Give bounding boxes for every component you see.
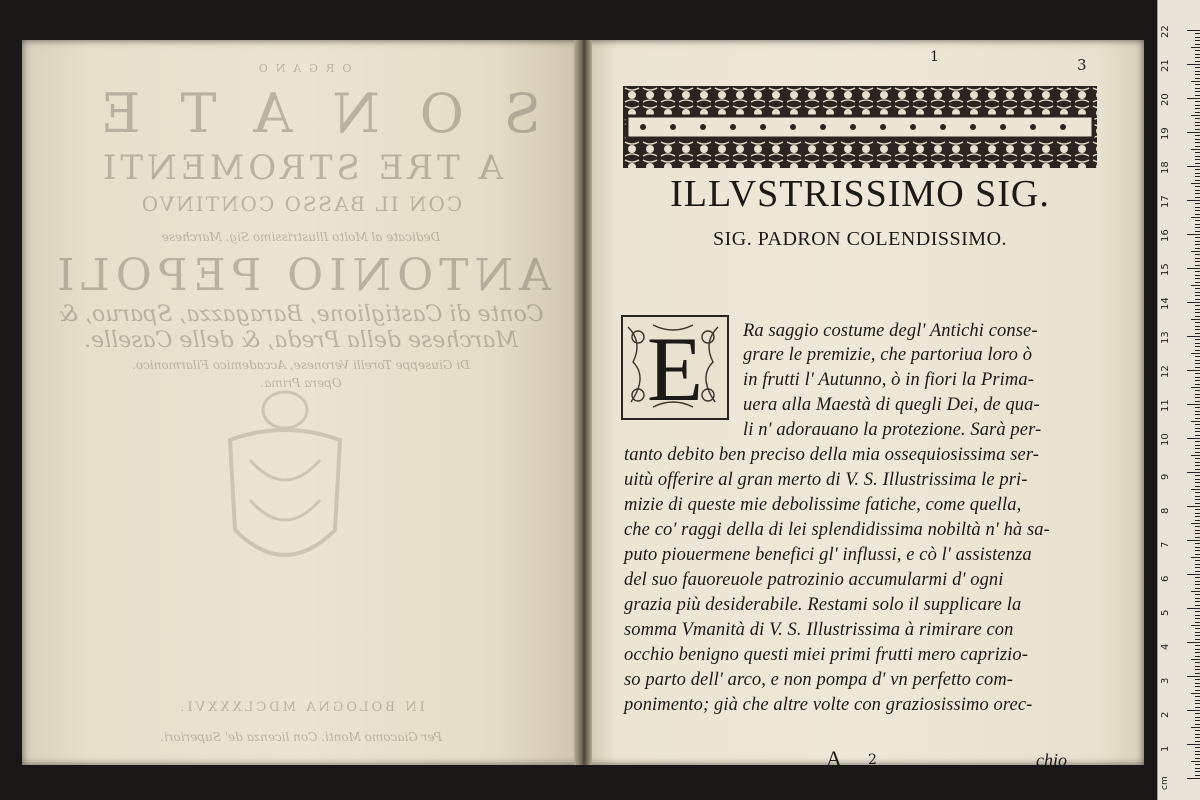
ruler-tick	[1195, 105, 1200, 106]
text-line: ponimento; già che altre volte con graziosissimo orec-	[624, 695, 1033, 715]
ruler-tick	[1191, 81, 1200, 82]
ruler-tick	[1195, 713, 1200, 714]
ruler-tick	[1195, 67, 1200, 68]
ruler-tick	[1195, 679, 1200, 680]
ruler-tick	[1195, 248, 1200, 249]
ruler-tick	[1195, 142, 1200, 143]
ruler-tick	[1195, 203, 1200, 204]
ruler-label: 22	[1160, 25, 1171, 38]
ruler-tick	[1191, 761, 1200, 762]
ruler-tick	[1195, 193, 1200, 194]
ruler-tick	[1195, 224, 1200, 225]
ruler-tick	[1187, 302, 1200, 303]
ruler-tick	[1195, 492, 1200, 493]
ruler-tick	[1195, 771, 1200, 772]
ruler-tick	[1195, 220, 1200, 221]
ruler-tick	[1187, 506, 1200, 507]
text-line: uera alla Maestà di quegli Dei, de qua-	[743, 395, 1040, 415]
drop-cap	[621, 315, 729, 420]
ruler-tick	[1195, 499, 1200, 500]
ruler-tick	[1195, 768, 1200, 769]
ruler-label: 1	[1160, 745, 1171, 752]
ruler-tick	[1195, 271, 1200, 272]
ruler-tick	[1191, 455, 1200, 456]
ruler-tick	[1195, 329, 1200, 330]
ruler-tick	[1195, 299, 1200, 300]
ruler-label: 7	[1160, 541, 1171, 548]
ruler-tick	[1195, 754, 1200, 755]
ruler-tick	[1187, 166, 1200, 167]
ruler-label: 5	[1160, 609, 1171, 616]
ruler-tick	[1191, 523, 1200, 524]
ruler-tick	[1195, 71, 1200, 72]
ruler-tick	[1195, 380, 1200, 381]
text-line: che co' raggi della di lei splendidissima nobiltà n' hà sa-	[624, 520, 1050, 540]
ghost-line: Opera Prima.	[260, 376, 342, 390]
ruler-tick	[1195, 275, 1200, 276]
ruler-label: 20	[1160, 93, 1171, 106]
ruler-tick	[1195, 588, 1200, 589]
ruler-tick	[1195, 615, 1200, 616]
ruler-tick	[1195, 278, 1200, 279]
ruler-tick	[1195, 122, 1200, 123]
ruler-tick	[1191, 625, 1200, 626]
ruler-tick	[1195, 367, 1200, 368]
ghost-line: A TRE STROMENTI	[98, 148, 504, 188]
ruler-tick	[1195, 309, 1200, 310]
ruler-tick	[1191, 421, 1200, 422]
ruler-tick	[1195, 33, 1200, 34]
ruler-tick	[1195, 537, 1200, 538]
ruler-tick	[1191, 659, 1200, 660]
ruler-tick	[1195, 214, 1200, 215]
ruler-tick	[1195, 751, 1200, 752]
ruler-tick	[1195, 458, 1200, 459]
ruler-tick	[1195, 84, 1200, 85]
ruler-tick	[1195, 244, 1200, 245]
ruler-tick	[1195, 475, 1200, 476]
page-number: 3	[1077, 56, 1087, 74]
ruler-tick	[1195, 618, 1200, 619]
ruler-tick	[1195, 730, 1200, 731]
ruler-tick	[1195, 632, 1200, 633]
ruler-tick	[1195, 176, 1200, 177]
ruler-label: 4	[1160, 643, 1171, 650]
ruler-tick	[1195, 649, 1200, 650]
text-line: puto piouermene benefici gl' influssi, e cò l' assistenza	[624, 545, 1032, 565]
ruler-tick	[1195, 146, 1200, 147]
ruler-tick	[1195, 724, 1200, 725]
ruler-tick	[1195, 163, 1200, 164]
ruler-tick	[1187, 200, 1200, 201]
ruler-tick	[1195, 101, 1200, 102]
ruler-tick	[1195, 652, 1200, 653]
ruler-label: 3	[1160, 677, 1171, 684]
ruler-tick	[1195, 571, 1200, 572]
ruler-tick	[1195, 469, 1200, 470]
ruler-tick	[1195, 292, 1200, 293]
ruler-tick	[1195, 227, 1200, 228]
ruler-tick	[1187, 268, 1200, 269]
ruler-tick	[1195, 169, 1200, 170]
ruler-tick	[1195, 594, 1200, 595]
ruler-tick	[1195, 57, 1200, 58]
ghost-line: Marchese della Preda, & delle Caselle.	[84, 328, 518, 353]
ruler-tick	[1195, 159, 1200, 160]
ruler-tick	[1195, 152, 1200, 153]
ruler-tick	[1195, 95, 1200, 96]
ruler-tick	[1195, 210, 1200, 211]
ruler-tick	[1195, 584, 1200, 585]
scale-ruler	[1157, 0, 1200, 800]
ruler-tick	[1191, 727, 1200, 728]
ruler-tick	[1195, 265, 1200, 266]
text-line: Ra saggio costume degl' Antichi conse-	[743, 321, 1038, 341]
ruler-tick	[1195, 567, 1200, 568]
ruler-tick	[1195, 696, 1200, 697]
text-line: del suo fauoreuole patrozinio accumularmi d' ogni	[624, 570, 1004, 590]
ruler-tick	[1195, 261, 1200, 262]
ghost-line: Di Giuseppe Torelli Veronese, Accademico Filarmonico.	[132, 358, 470, 372]
ruler-tick	[1187, 778, 1200, 779]
ruler-tick	[1195, 50, 1200, 51]
text-line: in frutti l' Autunno, ò in fiori la Prima-	[743, 370, 1034, 390]
ruler-tick	[1195, 520, 1200, 521]
ruler-tick	[1195, 662, 1200, 663]
ruler-tick	[1191, 353, 1200, 354]
ruler-tick	[1195, 424, 1200, 425]
ruler-tick	[1195, 526, 1200, 527]
drop-cap-letter: E	[646, 318, 704, 420]
ruler-tick	[1191, 285, 1200, 286]
ruler-tick	[1195, 758, 1200, 759]
signature-number: 2	[868, 752, 877, 768]
ruler-unit: cm	[1160, 776, 1170, 790]
ruler-tick	[1195, 414, 1200, 415]
ruler-tick	[1195, 486, 1200, 487]
ghost-line: SONATE	[61, 82, 541, 145]
ruler-label: 19	[1160, 127, 1171, 140]
ruler-tick	[1195, 462, 1200, 463]
text-line: li n' adorauano la protezione. Sarà per-	[743, 420, 1042, 440]
ruler-tick	[1195, 237, 1200, 238]
ruler-tick	[1195, 401, 1200, 402]
ruler-tick	[1195, 734, 1200, 735]
ruler-tick	[1195, 394, 1200, 395]
ruler-tick	[1195, 295, 1200, 296]
crest-show-through-icon	[210, 380, 360, 590]
ruler-tick	[1195, 622, 1200, 623]
ruler-tick	[1195, 180, 1200, 181]
ruler-tick	[1195, 156, 1200, 157]
ruler-tick	[1195, 479, 1200, 480]
ruler-tick	[1195, 673, 1200, 674]
ruler-tick	[1187, 540, 1200, 541]
ruler-tick	[1195, 40, 1200, 41]
ruler-tick	[1191, 217, 1200, 218]
ruler-label: 16	[1160, 229, 1171, 242]
ruler-tick	[1195, 173, 1200, 174]
ruler-tick	[1195, 428, 1200, 429]
ruler-tick	[1195, 482, 1200, 483]
ruler-tick	[1195, 775, 1200, 776]
ghost-line: Per Giacomo Monti. Con licenza de' Superiori.	[160, 730, 442, 744]
ruler-tick	[1195, 686, 1200, 687]
ruler-tick	[1195, 509, 1200, 510]
ruler-tick	[1195, 605, 1200, 606]
ruler-tick	[1191, 591, 1200, 592]
ghost-line: ORGANO	[250, 62, 352, 75]
ruler-tick	[1195, 411, 1200, 412]
ruler-tick	[1195, 601, 1200, 602]
ruler-tick	[1187, 98, 1200, 99]
ruler-tick	[1195, 190, 1200, 191]
ruler-tick	[1191, 319, 1200, 320]
ruler-label: 14	[1160, 297, 1171, 310]
ruler-tick	[1195, 666, 1200, 667]
ruler-tick	[1195, 254, 1200, 255]
ruler-tick	[1195, 465, 1200, 466]
ruler-tick	[1191, 489, 1200, 490]
ruler-tick	[1195, 356, 1200, 357]
ruler-tick	[1195, 61, 1200, 62]
ruler-tick	[1195, 656, 1200, 657]
ruler-tick	[1195, 550, 1200, 551]
ruler-tick	[1195, 326, 1200, 327]
text-line: mizie di queste mie debolissime fatiche, come quella,	[624, 495, 1022, 515]
ruler-tick	[1195, 543, 1200, 544]
ghost-line: IN BOLOGNA MDCLXXXVI.	[177, 700, 425, 715]
ruler-tick	[1195, 418, 1200, 419]
ruler-tick	[1195, 628, 1200, 629]
ruler-tick	[1187, 676, 1200, 677]
ruler-tick	[1187, 132, 1200, 133]
ruler-tick	[1195, 533, 1200, 534]
text-line: so parto dell' arco, e non pompa d' vn perfetto com-	[624, 670, 1014, 690]
ruler-tick	[1195, 377, 1200, 378]
ruler-tick	[1187, 64, 1200, 65]
ruler-tick	[1195, 496, 1200, 497]
ruler-label: 11	[1160, 399, 1171, 412]
text-line: occhio benigno questi miei primi frutti mero caprizio-	[624, 645, 1028, 665]
ruler-tick	[1195, 360, 1200, 361]
ruler-tick	[1195, 125, 1200, 126]
ruler-tick	[1195, 339, 1200, 340]
ruler-tick	[1187, 30, 1200, 31]
ruler-tick	[1195, 343, 1200, 344]
ruler-tick	[1195, 118, 1200, 119]
ruler-tick	[1195, 78, 1200, 79]
ruler-tick	[1195, 645, 1200, 646]
ruler-tick	[1191, 47, 1200, 48]
ruler-tick	[1195, 530, 1200, 531]
ruler-tick	[1195, 397, 1200, 398]
ruler-tick	[1195, 288, 1200, 289]
ruler-tick	[1195, 384, 1200, 385]
ruler-tick	[1195, 441, 1200, 442]
ruler-tick	[1195, 74, 1200, 75]
ruler-tick	[1195, 258, 1200, 259]
ruler-tick	[1195, 197, 1200, 198]
ruler-tick	[1195, 207, 1200, 208]
ruler-label: 13	[1160, 331, 1171, 344]
ruler-tick	[1195, 513, 1200, 514]
ruler-tick	[1195, 720, 1200, 721]
ruler-tick	[1195, 135, 1200, 136]
ruler-tick	[1195, 346, 1200, 347]
ruler-tick	[1195, 669, 1200, 670]
ghost-line: Dedicate al Molto Illustrissimo Sig. Marchese	[161, 230, 441, 244]
ruler-tick	[1195, 91, 1200, 92]
ruler-tick	[1195, 231, 1200, 232]
ruler-tick	[1195, 333, 1200, 334]
ruler-tick	[1195, 305, 1200, 306]
ruler-tick	[1195, 407, 1200, 408]
ruler-tick	[1195, 703, 1200, 704]
ruler-tick	[1195, 373, 1200, 374]
ruler-tick	[1195, 547, 1200, 548]
ruler-tick	[1195, 683, 1200, 684]
ghost-line: Conte di Castiglione, Baragazza, Sparuo, &	[58, 302, 544, 327]
ruler-tick	[1195, 108, 1200, 109]
ruler-tick	[1191, 183, 1200, 184]
ruler-tick	[1195, 700, 1200, 701]
text-line: grare le premizie, che partoriua loro ò	[743, 345, 1033, 365]
ruler-tick	[1195, 581, 1200, 582]
ruler-tick	[1187, 472, 1200, 473]
ghost-line: ANTONIO PEPOLI	[51, 250, 551, 301]
ruler-tick	[1187, 336, 1200, 337]
ruler-tick	[1195, 598, 1200, 599]
ruler-tick	[1195, 747, 1200, 748]
ruler-tick	[1187, 438, 1200, 439]
text-line: grazia più desiderabile. Restami solo il supplicare la	[624, 595, 1022, 615]
ruler-tick	[1195, 717, 1200, 718]
ruler-label: 18	[1160, 161, 1171, 174]
ruler-tick	[1195, 435, 1200, 436]
ghost-line: CON IL BASSO CONTINVO	[139, 192, 463, 216]
text-line: uitù offerire al gran merto di V. S. Illustrissima le pri-	[624, 470, 1028, 490]
ruler-tick	[1195, 445, 1200, 446]
ruler-tick	[1195, 312, 1200, 313]
ruler-tick	[1195, 316, 1200, 317]
ruler-tick	[1195, 741, 1200, 742]
ruler-tick	[1195, 431, 1200, 432]
ruler-tick	[1187, 744, 1200, 745]
ruler-tick	[1195, 611, 1200, 612]
ruler-tick	[1195, 452, 1200, 453]
ruler-tick	[1195, 503, 1200, 504]
ruler-tick	[1191, 251, 1200, 252]
ruler-tick	[1195, 350, 1200, 351]
ruler-tick	[1195, 54, 1200, 55]
ruler-tick	[1195, 516, 1200, 517]
ruler-tick	[1195, 764, 1200, 765]
ruler-tick	[1195, 44, 1200, 45]
ornament-band-icon	[623, 86, 1097, 168]
ruler-tick	[1195, 707, 1200, 708]
ruler-tick	[1191, 115, 1200, 116]
ruler-tick	[1195, 639, 1200, 640]
ruler-tick	[1187, 642, 1200, 643]
ruler-tick	[1195, 560, 1200, 561]
ruler-tick	[1191, 693, 1200, 694]
catchword: chio	[1036, 750, 1067, 770]
ruler-tick	[1195, 112, 1200, 113]
text-line: tanto debito ben preciso della mia ossequiosissima ser-	[624, 445, 1040, 465]
ruler-label: 8	[1160, 507, 1171, 514]
ruler-tick	[1191, 557, 1200, 558]
ruler-tick	[1191, 149, 1200, 150]
ruler-tick	[1187, 370, 1200, 371]
ruler-tick	[1187, 404, 1200, 405]
ruler-label: 12	[1160, 365, 1171, 378]
dedication-subtitle: SIG. PADRON COLENDISSIMO.	[712, 228, 1008, 250]
ruler-tick	[1195, 564, 1200, 565]
ruler-tick	[1195, 448, 1200, 449]
ruler-tick	[1191, 387, 1200, 388]
ruler-label: 15	[1160, 263, 1171, 276]
ruler-tick	[1195, 690, 1200, 691]
ruler-tick	[1195, 129, 1200, 130]
ruler-tick	[1187, 234, 1200, 235]
ruler-label: 2	[1160, 711, 1171, 718]
ruler-tick	[1195, 554, 1200, 555]
ruler-label: 9	[1160, 473, 1171, 480]
ruler-tick	[1195, 139, 1200, 140]
page-number-top: 1	[930, 49, 939, 65]
ruler-label: 10	[1160, 433, 1171, 446]
ruler-tick	[1195, 186, 1200, 187]
ruler-label: 6	[1160, 575, 1171, 582]
ruler-tick	[1195, 363, 1200, 364]
signature-mark: A	[826, 746, 842, 771]
ruler-label: 21	[1160, 59, 1171, 72]
ruler-tick	[1195, 37, 1200, 38]
ruler-tick	[1195, 635, 1200, 636]
text-line: somma Vmanità di V. S. Illustrissima à rimirare con	[624, 620, 1014, 640]
ruler-tick	[1187, 574, 1200, 575]
ruler-label: 17	[1160, 195, 1171, 208]
ruler-tick	[1187, 608, 1200, 609]
ruler-tick	[1195, 390, 1200, 391]
ruler-tick	[1195, 241, 1200, 242]
ruler-tick	[1195, 282, 1200, 283]
ruler-tick	[1195, 322, 1200, 323]
ruler-tick	[1195, 88, 1200, 89]
ruler-tick	[1187, 710, 1200, 711]
dedication-title: ILLVSTRISSIMO SIG.	[670, 173, 1050, 215]
ruler-tick	[1195, 737, 1200, 738]
ruler-tick	[1195, 577, 1200, 578]
